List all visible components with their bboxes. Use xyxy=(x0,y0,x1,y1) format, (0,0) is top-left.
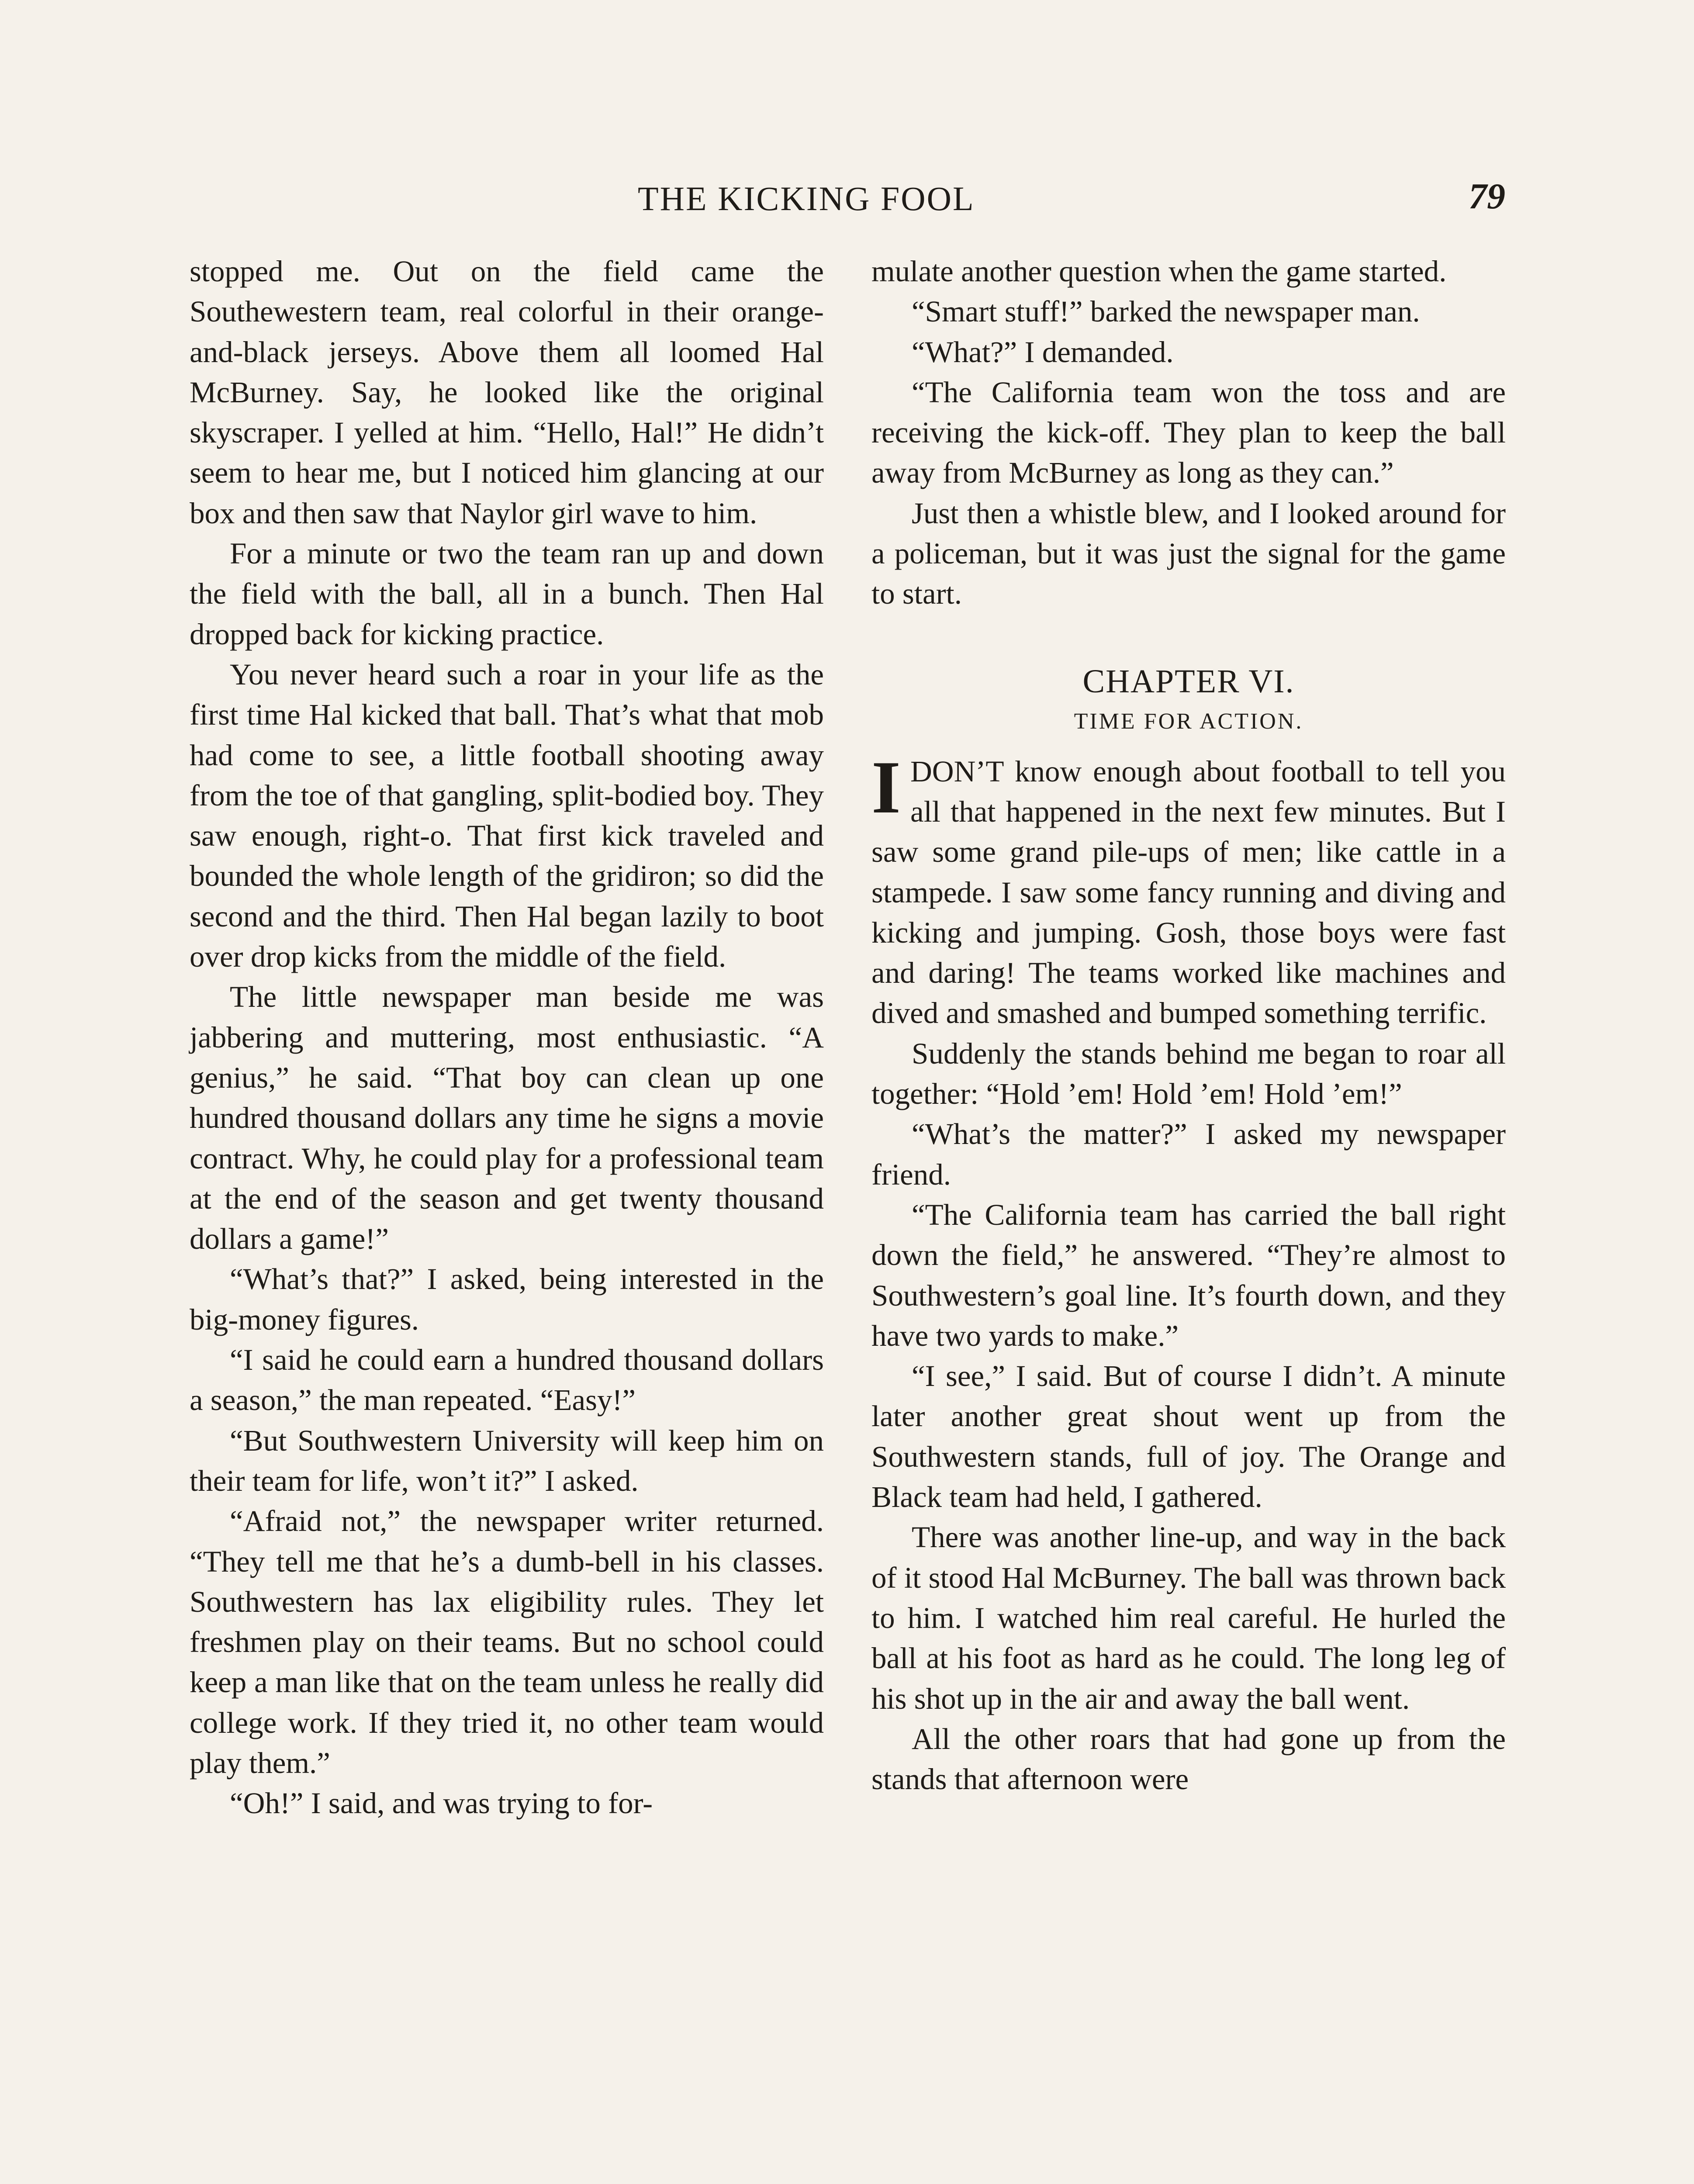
running-head: THE KICKING FOOL xyxy=(638,180,975,218)
chapter-title: CHAPTER VI. xyxy=(1082,663,1295,700)
paragraph: The little newspaper man beside me was jabbering and muttering, most enthusiastic. “A genius,” he said. “That boy can clean up one hundred thousand dollars any time he signs a movie contract. Why, he could play for a professional team at the end of the season and get twenty thousand dollars a game!” xyxy=(190,980,824,1256)
paragraph: “Smart stuff!” barked the newspaper man. xyxy=(912,295,1420,328)
paragraph: For a minute or two the team ran up and down the field with the ball, all in a bunch. Then Hal dropped back for kicking practice. xyxy=(190,537,824,651)
paragraph: “I see,” I said. But of course I didn’t. A minute later another great shout went up from the Southwestern stands, full of joy. The Orange and Black team had held, I gathered. xyxy=(871,1359,1506,1514)
paragraph: “Oh!” I said, and was trying to for- xyxy=(230,1787,653,1820)
paragraph: Just then a whistle blew, and I looked around for a policeman, but it was just the signal for the game to start. xyxy=(871,496,1506,611)
paragraph: “What?” I demanded. xyxy=(912,335,1174,369)
paragraph: “The California team has carried the ball right down the field,” he answered. “They’re almost to Southwestern’s goal line. It’s fourth down, and they have two yards to make.” xyxy=(871,1198,1506,1352)
chapter-opening-paragraph xyxy=(871,746,1506,1033)
paragraph: stopped me. Out on the field came the Southewestern team, real colorful in their orange-and-black jerseys. Above them all loomed Hal McBurney. Say, he looked like the original skyscraper. I yelled at him. “Hello, Hal!” He didn’t seem to hear me, but I noticed him glancing at our box and then saw that Naylor girl wave to him. xyxy=(190,255,824,530)
chapter-subtitle: TIME FOR ACTION. xyxy=(1074,708,1303,734)
paragraph: Suddenly the stands behind me began to roar all together: “Hold ’em! Hold ’em! Hold ’em!” xyxy=(871,1037,1506,1111)
left-column xyxy=(190,251,824,1824)
paragraph: You never heard such a roar in your life as the first time Hal kicked that ball. That’s what that mob had come to see, a little football shooting away from the toe of that gangling, split-bodied boy. They saw enough, right-o. That first kick traveled and bounded the whole length of the gridiron; so did the second and the third. Then Hal began lazily to boot over drop kicks from the middle of the field. xyxy=(190,657,824,974)
paragraph: “I said he could earn a hundred thousand dollars a season,” the man repeated. “Easy!” xyxy=(190,1343,824,1417)
paragraph: “What’s the matter?” I asked my newspaper friend. xyxy=(871,1117,1506,1191)
paragraph: All the other roars that had gone up from the stands that afternoon were xyxy=(871,1722,1506,1796)
paragraph: “What’s that?” I asked, being interested in the big-money figures. xyxy=(190,1262,824,1336)
right-column xyxy=(871,251,1506,1799)
opening-paragraph-text: DON’T know enough about football to tell you all that happened in the next few minutes. But I saw some grand pile-ups of men; like cattle in a stampede. I saw some fancy running and diving and kicking and jumping. Gosh, those boys were fast and daring! The teams worked like machines and dived and smashed and bumped something terrific. xyxy=(871,754,1506,1030)
paragraph: mulate another question when the game started. xyxy=(871,255,1447,288)
page-number: 79 xyxy=(1469,176,1505,217)
paragraph: “The California team won the toss and are receiving the kick-off. They plan to keep the ball away from McBurney as long as they can.” xyxy=(871,375,1506,490)
drop-cap: I xyxy=(871,746,901,829)
paragraph: “But Southwestern University will keep him on their team for life, won’t it?” I asked. xyxy=(190,1424,824,1497)
paragraph: “Afraid not,” the newspaper writer returned. “They tell me that he’s a dumb-bell in his classes. Southwestern has lax eligibility rules. They let freshmen play on their teams. But no school could keep a man like that on the team unless he really did college work. If they tried it, no other team would play them.” xyxy=(190,1504,824,1780)
paragraph: There was another line-up, and way in the back of it stood Hal McBurney. The ball was thrown back to him. I watched him real careful. He hurled the ball at his foot as hard as he could. The long leg of his shot up in the air and away the ball went. xyxy=(871,1521,1506,1715)
